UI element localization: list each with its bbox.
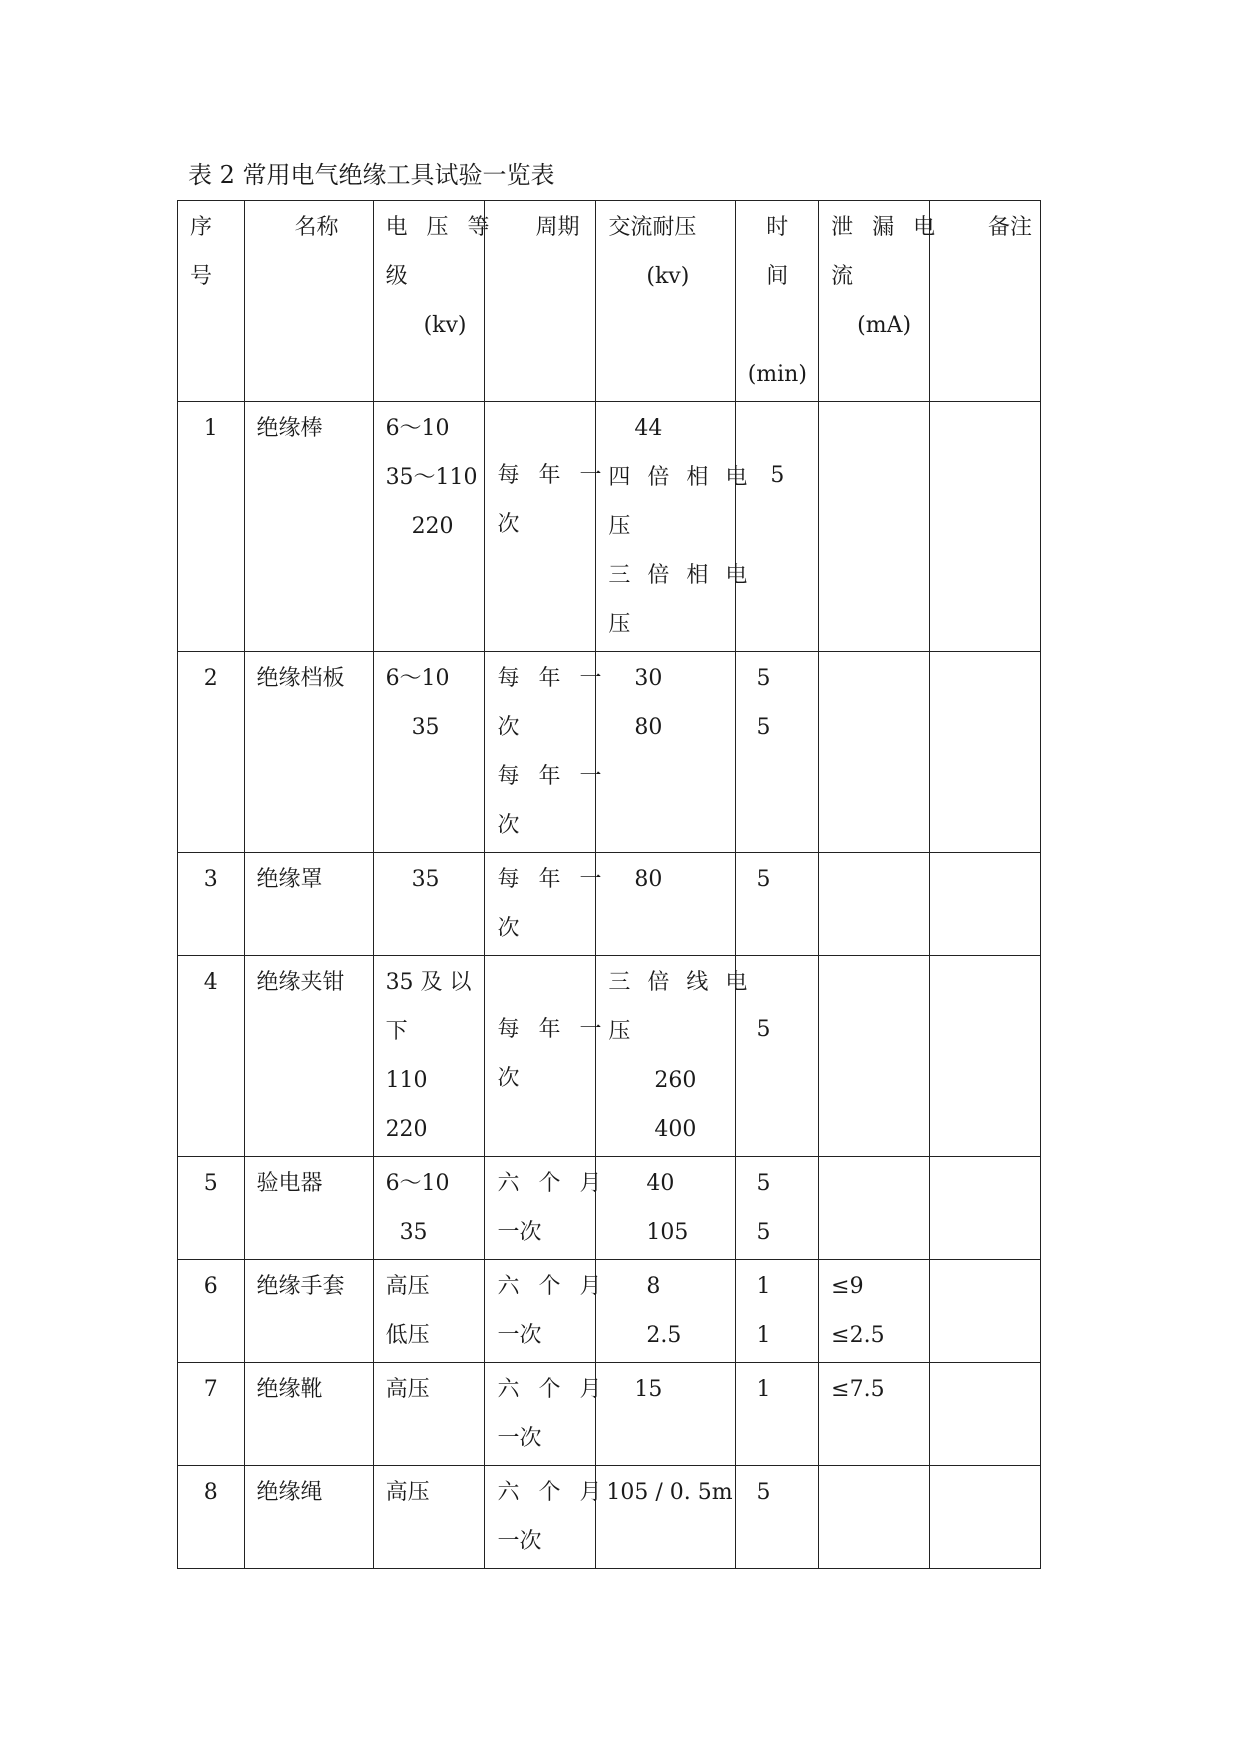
- period-line: 每 年 一: [497, 666, 608, 691]
- tool-name: 绝缘棒: [256, 416, 323, 441]
- voltage-line: 35: [411, 867, 440, 892]
- period-line: 一次: [497, 1426, 542, 1451]
- cell-leak: [819, 1466, 930, 1569]
- cell-name: [244, 652, 373, 853]
- cell-leak: [819, 1363, 930, 1466]
- cell-period: [485, 853, 608, 956]
- note-text: [942, 654, 1036, 703]
- voltage-line: 35～110: [385, 465, 478, 490]
- header-voltage: [373, 201, 496, 402]
- leak-value: ≤9: [831, 1274, 864, 1299]
- cell-no: [178, 1466, 245, 1569]
- header-note-label: 备注: [988, 215, 1033, 240]
- header-time-line: 时: [766, 215, 789, 240]
- leak-value: ≤2.5: [831, 1323, 885, 1348]
- tool-name: 绝缘罩: [256, 867, 323, 892]
- ac-line: 三 倍 相 电: [608, 563, 753, 588]
- header-leak-line: 泄 漏 电: [831, 215, 942, 240]
- cell-name: [244, 956, 373, 1157]
- time-value: 5: [756, 1017, 771, 1042]
- cell-ac: [596, 1260, 736, 1363]
- ac-line: 80: [634, 867, 663, 892]
- period-line: 一次: [497, 1323, 542, 1348]
- cell-ac: [596, 402, 753, 652]
- cell-leak: [819, 1260, 930, 1363]
- ac-line: 2.5: [646, 1323, 682, 1348]
- time-value: 5: [756, 867, 771, 892]
- cell-voltage: [373, 1363, 485, 1466]
- table-row: [178, 853, 1041, 956]
- tool-name: 绝缘夹钳: [256, 970, 345, 995]
- cell-voltage: [373, 853, 485, 956]
- table-row: [178, 1363, 1041, 1466]
- ac-line: 三 倍 线 电: [608, 970, 753, 995]
- voltage-line: 高压: [385, 1377, 430, 1402]
- tool-name: 绝缘手套: [256, 1274, 345, 1299]
- header-period-label: 周期: [535, 215, 580, 240]
- cell-ac: [596, 652, 736, 853]
- cell-voltage: [373, 402, 485, 652]
- note-text: [942, 1365, 1036, 1414]
- cell-ac: [596, 1157, 736, 1260]
- table-row: [178, 956, 1041, 1157]
- header-time-line: 间: [766, 264, 789, 289]
- header-leak-line: 流: [831, 264, 854, 289]
- cell-name: [244, 1260, 373, 1363]
- cell-name: [244, 853, 373, 956]
- cell-note: [930, 1363, 1041, 1466]
- voltage-line: 低压: [385, 1323, 430, 1348]
- voltage-line: 35 及 以: [385, 970, 472, 995]
- ac-line: 压: [608, 514, 631, 539]
- period-line: 每 年 一: [497, 764, 608, 789]
- table-caption: 表 2 常用电气绝缘工具试验一览表: [188, 161, 555, 189]
- period-line: 六 个 月: [497, 1377, 608, 1402]
- header-no: [178, 201, 245, 402]
- cell-no: [178, 1363, 245, 1466]
- cell-no: [178, 652, 245, 853]
- voltage-line: 高压: [385, 1274, 430, 1299]
- row-no: 2: [203, 666, 218, 691]
- cell-leak: [819, 853, 930, 956]
- ac-line: 400: [654, 1117, 697, 1142]
- voltage-line: 6～10: [385, 666, 450, 691]
- ac-line: 压: [608, 1019, 631, 1044]
- table-header-row: [178, 201, 1041, 402]
- header-ac-withstand: [596, 201, 736, 402]
- tool-name: 绝缘绳: [256, 1480, 323, 1505]
- time-value: 5: [756, 1220, 771, 1245]
- cell-note: [930, 402, 1041, 652]
- cell-ac: [596, 1363, 736, 1466]
- time-value: 5: [756, 1480, 771, 1505]
- time-value: 5: [756, 1171, 771, 1196]
- tool-name: 绝缘靴: [256, 1377, 323, 1402]
- table-row: [178, 1157, 1041, 1260]
- cell-time: [736, 1157, 819, 1260]
- period-line: 每 年 一: [497, 867, 608, 892]
- cell-period: [485, 1363, 608, 1466]
- cell-no: [178, 853, 245, 956]
- header-period: [485, 201, 596, 402]
- cell-no: [178, 1260, 245, 1363]
- cell-voltage: [373, 1260, 485, 1363]
- note-text: [942, 958, 1036, 1007]
- header-leak-unit: (mA): [857, 313, 912, 338]
- cell-voltage: [373, 1466, 485, 1569]
- header-ac-line: 交流耐压: [608, 215, 697, 240]
- note-text: [942, 1159, 1036, 1208]
- cell-note: [930, 853, 1041, 956]
- note-text: [942, 1262, 1036, 1311]
- table-row: [178, 652, 1041, 853]
- time-value: 1: [756, 1377, 771, 1402]
- cell-time: [736, 1260, 819, 1363]
- cell-name: [244, 1466, 373, 1569]
- cell-note: [930, 1157, 1041, 1260]
- tool-name: 验电器: [256, 1171, 323, 1196]
- table-row: [178, 402, 1041, 652]
- cell-ac: [596, 956, 753, 1157]
- voltage-line: 6～10: [385, 416, 450, 441]
- header-voltage-line: 级: [385, 264, 408, 289]
- voltage-line: 下: [385, 1019, 408, 1044]
- ac-line: 15: [634, 1377, 663, 1402]
- period-line: 次: [497, 1066, 520, 1091]
- time-value: 5: [756, 666, 771, 691]
- table-row: [178, 1466, 1041, 1569]
- header-time-spacer: [740, 301, 814, 350]
- cell-voltage: [373, 956, 485, 1157]
- period-line: 每 年 一: [497, 463, 608, 488]
- cell-time: [736, 402, 819, 652]
- cell-name: [244, 402, 373, 652]
- period-line: 每 年 一: [497, 1017, 608, 1042]
- cell-time: [736, 652, 819, 853]
- cell-note: [930, 1466, 1041, 1569]
- ac-line: 105 / 0. 5m: [606, 1480, 733, 1505]
- period-line: 次: [497, 715, 520, 740]
- cell-time: [736, 1363, 819, 1466]
- time-value: 5: [756, 715, 771, 740]
- table-row: [178, 1260, 1041, 1363]
- header-note: [930, 201, 1041, 402]
- cell-note: [930, 956, 1041, 1157]
- header-voltage-line: 电 压 等: [385, 215, 496, 240]
- cell-period: [485, 1466, 608, 1569]
- leak-value: ≤7.5: [831, 1377, 885, 1402]
- header-ac-unit: (kv): [646, 264, 690, 289]
- row-no: 5: [203, 1171, 218, 1196]
- ac-line: 30: [634, 666, 663, 691]
- period-line: 次: [497, 512, 520, 537]
- cell-period: [485, 1260, 608, 1363]
- period-line: 一次: [497, 1220, 542, 1245]
- row-no: 8: [203, 1480, 218, 1505]
- ac-line: 压: [608, 612, 631, 637]
- cell-no: [178, 956, 245, 1157]
- header-name-label: 名称: [294, 215, 339, 240]
- ac-line: 105: [646, 1220, 689, 1245]
- cell-period: [485, 956, 608, 1157]
- header-no-line: 序: [190, 215, 213, 240]
- header-name: [244, 201, 373, 402]
- cell-period: [485, 1157, 608, 1260]
- cell-note: [930, 1260, 1041, 1363]
- cell-ac: [596, 1466, 736, 1569]
- period-line: 六 个 月: [497, 1480, 608, 1505]
- ac-line: 260: [654, 1068, 697, 1093]
- header-no-line: 号: [190, 264, 213, 289]
- voltage-line: 高压: [385, 1480, 430, 1505]
- row-no: 6: [203, 1274, 218, 1299]
- header-voltage-unit: (kv): [423, 313, 467, 338]
- cell-voltage: [373, 652, 485, 853]
- voltage-line: 110: [385, 1068, 428, 1093]
- cell-leak: [819, 402, 930, 652]
- cell-no: [178, 402, 245, 652]
- period-line: 次: [497, 813, 520, 838]
- cell-name: [244, 1157, 373, 1260]
- row-no: 4: [203, 970, 218, 995]
- cell-leak: [819, 956, 930, 1157]
- period-line: 次: [497, 916, 520, 941]
- cell-no: [178, 1157, 245, 1260]
- cell-period: [485, 402, 608, 652]
- voltage-line: 35: [399, 1220, 428, 1245]
- time-value: 1: [756, 1274, 771, 1299]
- cell-time: [736, 853, 819, 956]
- cell-voltage: [373, 1157, 485, 1260]
- time-value: 5: [770, 463, 785, 488]
- time-value: 1: [756, 1323, 771, 1348]
- header-time-unit: (min): [747, 362, 807, 387]
- note-text: [942, 404, 1036, 453]
- ac-line: 44: [634, 416, 663, 441]
- cell-time: [736, 1466, 819, 1569]
- cell-leak: [819, 1157, 930, 1260]
- period-line: 一次: [497, 1529, 542, 1554]
- voltage-line: 6～10: [385, 1171, 450, 1196]
- cell-period: [485, 652, 608, 853]
- tool-name: 绝缘档板: [256, 666, 345, 691]
- header-leakage: [819, 201, 942, 402]
- voltage-line: 220: [411, 514, 454, 539]
- ac-line: 40: [646, 1171, 675, 1196]
- voltage-line: 220: [385, 1117, 428, 1142]
- voltage-line: 35: [411, 715, 440, 740]
- ac-line: 8: [646, 1274, 661, 1299]
- row-no: 7: [203, 1377, 218, 1402]
- cell-note: [930, 652, 1041, 853]
- ac-line: 80: [634, 715, 663, 740]
- note-text: [942, 1468, 1036, 1517]
- cell-leak: [819, 652, 930, 853]
- row-no: 1: [203, 416, 218, 441]
- period-line: 六 个 月: [497, 1171, 608, 1196]
- period-line: 六 个 月: [497, 1274, 608, 1299]
- ac-line: 四 倍 相 电: [608, 465, 753, 490]
- header-time: [736, 201, 819, 402]
- note-text: [942, 855, 1036, 904]
- cell-name: [244, 1363, 373, 1466]
- cell-ac: [596, 853, 736, 956]
- insulation-tool-test-table: [177, 200, 1041, 1569]
- row-no: 3: [203, 867, 218, 892]
